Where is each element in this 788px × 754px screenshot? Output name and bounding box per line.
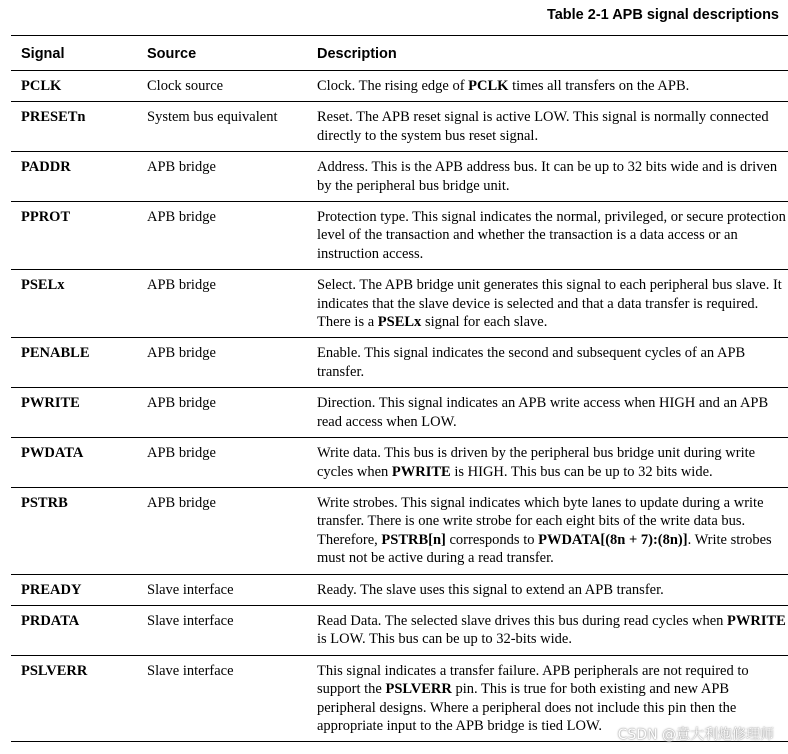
description-bold-term: PSELx bbox=[377, 314, 422, 331]
description-text: . Write strobes must not be active during a read transfer. bbox=[317, 531, 772, 567]
description-text: is HIGH. This bus can be up to 32 bits wide. bbox=[450, 463, 713, 480]
signal-name: PADDR bbox=[11, 152, 147, 202]
watermark: CSDN @意大利炮修理师 bbox=[617, 727, 774, 743]
signal-source: Slave interface bbox=[147, 605, 317, 655]
table-row bbox=[11, 202, 788, 270]
signal-description bbox=[317, 71, 788, 102]
description-bold-term: PSLVERR bbox=[385, 681, 452, 698]
table-row bbox=[11, 102, 788, 152]
signal-description bbox=[317, 438, 788, 488]
signal-source: APB bridge bbox=[147, 388, 317, 438]
apb-signal-table bbox=[11, 35, 788, 742]
signal-name: PWRITE bbox=[11, 388, 147, 438]
signal-name: PSLVERR bbox=[11, 655, 147, 742]
table-row bbox=[11, 487, 788, 574]
header-description: Description bbox=[317, 36, 788, 71]
signal-description bbox=[317, 202, 788, 270]
table-row bbox=[11, 438, 788, 488]
description-text: Write data. This bus is driven by the peripheral bus bridge unit during write cycles when bbox=[317, 445, 756, 480]
signal-description bbox=[317, 487, 788, 574]
description-text: Read Data. The selected slave drives this bus during read cycles when bbox=[317, 612, 728, 629]
signal-name: PSELx bbox=[11, 270, 147, 338]
description-text: Write strobes. This signal indicates which byte lanes to update during a write transfer. There is one write strobe for each eight bits of the write data bus. Therefore, bbox=[317, 494, 764, 548]
signal-name: PPROT bbox=[11, 202, 147, 270]
signal-source: APB bridge bbox=[147, 270, 317, 338]
table-row bbox=[11, 71, 788, 102]
table-row bbox=[11, 338, 788, 388]
table-row bbox=[11, 388, 788, 438]
description-text: times all transfers on the APB. bbox=[508, 78, 690, 94]
signal-source: APB bridge bbox=[147, 487, 317, 574]
description-text: corresponds to bbox=[445, 531, 539, 548]
signal-source: APB bridge bbox=[147, 338, 317, 388]
table-row bbox=[11, 574, 788, 605]
header-signal: Signal bbox=[11, 36, 147, 71]
description-text: Clock. The rising edge of bbox=[317, 78, 469, 94]
description-text: Select. The APB bridge unit generates this signal to each peripheral bus slave. It indicates that the slave device is selected and that a data transfer is required. There is a bbox=[317, 277, 782, 331]
signal-source: Slave interface bbox=[147, 655, 317, 742]
header-source: Source bbox=[147, 36, 317, 71]
description-bold-term: PCLK bbox=[468, 78, 509, 94]
signal-name: PWDATA bbox=[11, 438, 147, 488]
description-text: This signal indicates a transfer failure. APB peripherals are not required to support the bbox=[317, 662, 749, 698]
signal-description bbox=[317, 388, 788, 438]
signal-description bbox=[317, 102, 788, 152]
signal-name: PENABLE bbox=[11, 338, 147, 388]
description-text: signal for each slave. bbox=[421, 314, 548, 331]
signal-source: APB bridge bbox=[147, 202, 317, 270]
signal-source: APB bridge bbox=[147, 152, 317, 202]
signal-source: Clock source bbox=[147, 71, 317, 102]
description-text: Address. This is the APB address bus. It can be up to 32 bits wide and is driven by the peripheral bus bridge unit. bbox=[317, 159, 778, 194]
description-text: Reset. The APB reset signal is active LOW. This signal is normally connected directly to the system bus reset signal. bbox=[317, 109, 769, 144]
table-body bbox=[11, 71, 788, 742]
description-text: pin. This is true for both existing and new APB peripheral designs. Where a peripheral does not include this pin then the appropriate input to the APB bridge is tied LOW. bbox=[317, 681, 737, 734]
signal-name: PCLK bbox=[11, 71, 147, 102]
table-row bbox=[11, 152, 788, 202]
signal-source: APB bridge bbox=[147, 438, 317, 488]
description-text: is LOW. This bus can be up to 32-bits wide. bbox=[317, 631, 572, 648]
signal-description bbox=[317, 605, 788, 655]
description-bold-term: PWDATA[(8n + 7):(8n)] bbox=[538, 531, 688, 548]
table-row bbox=[11, 270, 788, 338]
description-bold-term: PWRITE bbox=[727, 612, 786, 629]
description-text: Enable. This signal indicates the second and subsequent cycles of an APB transfer. bbox=[317, 345, 746, 380]
description-text: Direction. This signal indicates an APB write access when HIGH and an APB read access when LOW. bbox=[317, 395, 769, 430]
description-bold-term: PSTRB[n] bbox=[381, 531, 446, 548]
signal-description bbox=[317, 270, 788, 338]
signal-description bbox=[317, 152, 788, 202]
description-text: Ready. The slave uses this signal to extend an APB transfer. bbox=[317, 581, 664, 598]
signal-description bbox=[317, 574, 788, 605]
description-text: Protection type. This signal indicates the normal, privileged, or secure protection level of the transaction and whether the transaction is a data access or an instruction access. bbox=[317, 209, 786, 262]
signal-name: PRDATA bbox=[11, 605, 147, 655]
table-row bbox=[11, 605, 788, 655]
signal-name: PSTRB bbox=[11, 487, 147, 574]
signal-name: PREADY bbox=[11, 574, 147, 605]
signal-name: PRESETn bbox=[11, 102, 147, 152]
signal-description bbox=[317, 338, 788, 388]
table-header-row bbox=[11, 36, 788, 71]
description-bold-term: PWRITE bbox=[391, 463, 451, 480]
table-caption: Table 2-1 APB signal descriptions bbox=[546, 7, 779, 23]
signal-source: System bus equivalent bbox=[147, 102, 317, 152]
signal-source: Slave interface bbox=[147, 574, 317, 605]
